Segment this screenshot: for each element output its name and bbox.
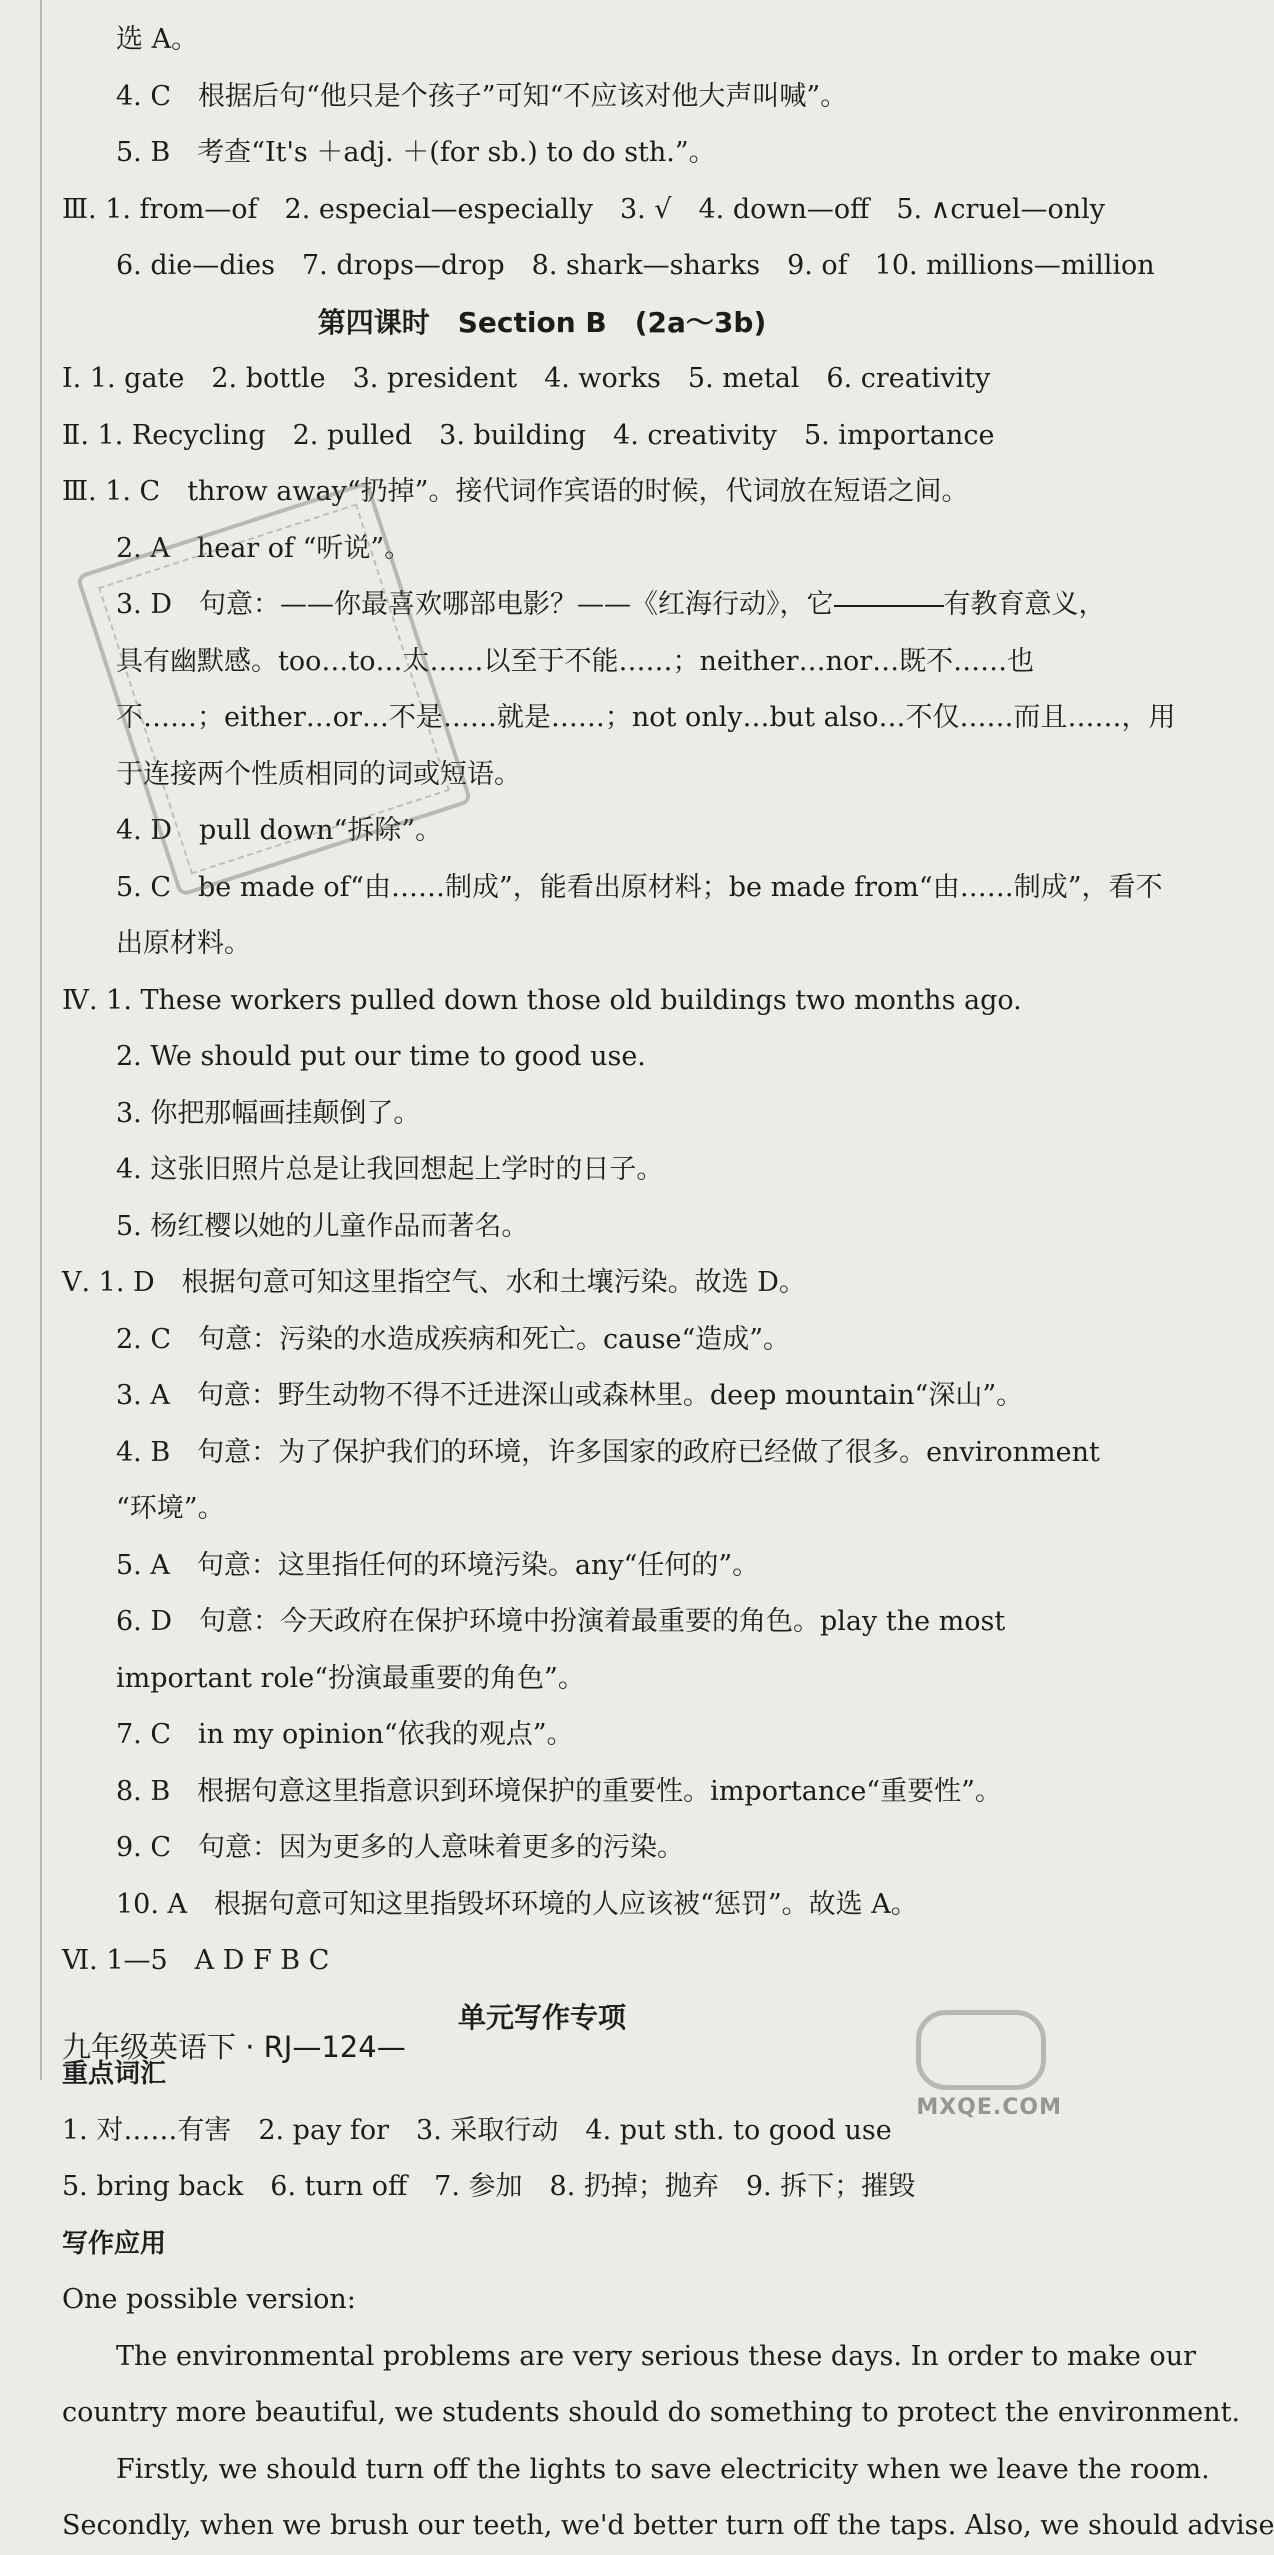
answer-line: 2. C 句意：污染的水造成疾病和死亡。cause“造成”。 xyxy=(116,1323,791,1355)
section-title: 第四课时 Section B (2a～3b) xyxy=(317,305,767,339)
answer-line: 7. C in my opinion“依我的观点”。 xyxy=(116,1719,574,1750)
answer-line: Ⅲ. 1. from—of 2. especial—especially 3. √ 4. down—off 5. ∧cruel—only xyxy=(62,193,1105,225)
writing-line: One possible version: xyxy=(62,2284,356,2315)
answer-line: 5. B 考查“It's ＋adj. ＋(for sb.) to do sth.”。 xyxy=(116,137,716,168)
answer-line: 8. B 根据句意这里指意识到环境保护的重要性。importance“重要性”。 xyxy=(116,1775,1002,1807)
answer-line: 5. A 句意：这里指任何的环境污染。any“任何的”。 xyxy=(116,1549,760,1581)
unit-writing-title: 单元写作专项 xyxy=(457,2000,626,2034)
answer-line: 4. D pull down“拆除”。 xyxy=(116,815,443,846)
answer-line: 9. C 句意：因为更多的人意味着更多的污染。 xyxy=(116,1832,685,1863)
answer-text: 3. D 句意：——你最喜欢哪部电影？——《红海行动》，它 xyxy=(116,589,834,620)
answer-line: 4. B 句意：为了保护我们的环境，许多国家的政府已经做了很多。environment xyxy=(116,1436,1100,1468)
answer-line: 5. 杨红樱以她的儿童作品而著名。 xyxy=(116,1210,529,1242)
vocab-title: 重点词汇 xyxy=(62,2059,167,2089)
answer-line: 4. C 根据后句“他只是个孩子”可知“不应该对他大声叫喊”。 xyxy=(116,80,848,112)
vocab-line: 5. bring back 6. turn off 7. 参加 8. 扔掉；抛弃 9. 拆下；摧毁 xyxy=(62,2171,916,2202)
answer-line: 2. We should put our time to good use. xyxy=(116,1041,646,1072)
answer-line: 2. A hear of “听说”。 xyxy=(116,532,412,564)
writing-line: The environmental problems are very serious these days. In order to make our xyxy=(116,2340,1196,2372)
answer-text: 有教育意义， xyxy=(943,589,1106,620)
answer-line: 3. 你把那幅画挂颠倒了。 xyxy=(116,1097,421,1129)
answer-line: Ⅱ. 1. Recycling 2. pulled 3. building 4. creativity 5. importance xyxy=(62,419,995,451)
answer-line: 出原材料。 xyxy=(116,928,251,959)
answer-line: Ⅰ. 1. gate 2. bottle 3. president 4. works 5. metal 6. creativity xyxy=(62,363,991,394)
answer-line: 具有幽默感。too…to…太……以至于不能……；neither…nor…既不……也 xyxy=(116,645,1035,677)
answer-line: 3. A 句意：野生动物不得不迁进深山或森林里。deep mountain“深山”。 xyxy=(116,1380,1024,1411)
watermark xyxy=(912,2010,1062,2120)
writing-line: country more beautiful, we students should do something to protect the environment. xyxy=(62,2397,1241,2428)
writing-title: 写作应用 xyxy=(62,2228,167,2259)
answer-line: 6. D 句意：今天政府在保护环境中扮演着最重要的角色。play the most xyxy=(116,1606,1006,1637)
answer-line: 不……；either…or…不是……就是……；not only…but also…不仅……而且……，用 xyxy=(116,702,1176,733)
answer-line: 4. 这张旧照片总是让我回想起上学时的日子。 xyxy=(116,1154,664,1185)
page-footer: 九年级英语下 · RJ—124— xyxy=(62,2030,406,2064)
answer-line: Ⅳ. 1. These workers pulled down those old buildings two months ago. xyxy=(62,984,1022,1016)
fill-blank xyxy=(834,604,944,607)
answer-line: 于连接两个性质相同的词或短语。 xyxy=(116,758,521,790)
vocab-line: 1. 对……有害 2. pay for 3. 采取行动 4. put sth. to good use xyxy=(62,2114,892,2146)
answer-line: Ⅵ. 1—5 A D F B C xyxy=(62,1945,330,1976)
answer-line: important role“扮演最重要的角色”。 xyxy=(116,1662,585,1694)
answer-line: Ⅴ. 1. D 根据句意可知这里指空气、水和土壤污染。故选 D。 xyxy=(62,1267,806,1298)
answer-line: 10. A 根据句意可知这里指毁坏环境的人应该被“惩罚”。故选 A。 xyxy=(116,1888,918,1920)
page-edge-shadow xyxy=(40,0,42,2080)
answer-line: Ⅲ. 1. C throw away“扔掉”。接代词作宾语的时候，代词放在短语之间。 xyxy=(62,476,969,507)
watermark-logo-icon xyxy=(916,2010,1046,2090)
writing-line: Firstly, we should turn off the lights to save electricity when we leave the room. xyxy=(116,2453,1210,2485)
answer-line: “环境”。 xyxy=(116,1493,225,1524)
answer-line: 选 A。 xyxy=(116,24,199,55)
answer-page-content xyxy=(62,12,1274,2555)
watermark-text: MXQE.COM xyxy=(916,2095,1062,2120)
writing-line: Secondly, when we brush our teeth, we'd better turn off the taps. Also, we should advise xyxy=(62,2510,1274,2541)
answer-line: 6. die—dies 7. drops—drop 8. shark—sharks 9. of 10. millions—million xyxy=(116,250,1155,281)
answer-line: 5. C be made of“由……制成”，能看出原材料；be made from“由……制成”，看不 xyxy=(116,871,1163,903)
